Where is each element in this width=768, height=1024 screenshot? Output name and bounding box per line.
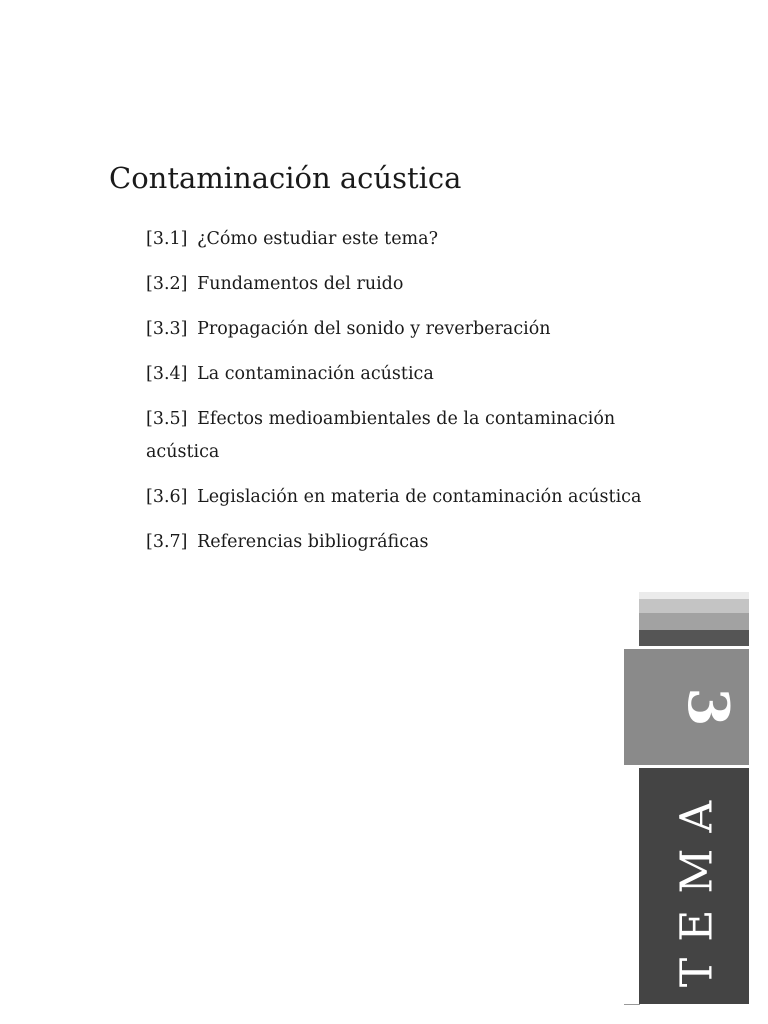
toc-item-number: [3.7]: [146, 532, 188, 552]
toc-item-3-6: [146, 481, 666, 514]
page-title: Contaminación acústica: [109, 161, 462, 195]
toc-item-3-2: [146, 268, 666, 301]
toc-item-number: [3.4]: [146, 364, 188, 384]
toc-item-3-7: [146, 526, 666, 559]
toc-item-number: [3.2]: [146, 274, 188, 294]
toc-item-text: Propagación del sonido y reverberación: [197, 319, 551, 339]
chapter-number: 3: [675, 687, 741, 727]
decorative-strip: [639, 630, 749, 646]
chapter-number-box: [624, 649, 749, 765]
divider: [624, 1004, 640, 1005]
toc-item-text: Referencias bibliográficas: [197, 532, 429, 552]
toc-item-number: [3.5]: [146, 409, 188, 429]
toc-item-number: [3.6]: [146, 487, 188, 507]
chapter-side-tab: [624, 590, 750, 1006]
toc-item-text: Efectos medioambientales de la contaminación acústica: [146, 409, 616, 462]
toc-item-text: La contaminación acústica: [197, 364, 434, 384]
decorative-strip: [639, 613, 749, 630]
toc-item-3-5: [146, 403, 666, 469]
decorative-strip: [639, 599, 749, 613]
toc-item-text: Fundamentos del ruido: [197, 274, 404, 294]
chapter-label: TEMA: [671, 784, 723, 988]
toc-item-3-4: [146, 358, 666, 391]
toc-item-text: ¿Cómo estudiar este tema?: [197, 229, 438, 249]
toc-item-number: [3.1]: [146, 229, 188, 249]
toc-item-3-1: [146, 223, 666, 256]
decorative-strip: [639, 592, 749, 599]
chapter-label-box: [639, 768, 749, 1004]
toc-item-text: Legislación en materia de contaminación acústica: [197, 487, 642, 507]
toc-item-number: [3.3]: [146, 319, 188, 339]
toc-item-3-3: [146, 313, 666, 346]
table-of-contents: [146, 223, 666, 571]
